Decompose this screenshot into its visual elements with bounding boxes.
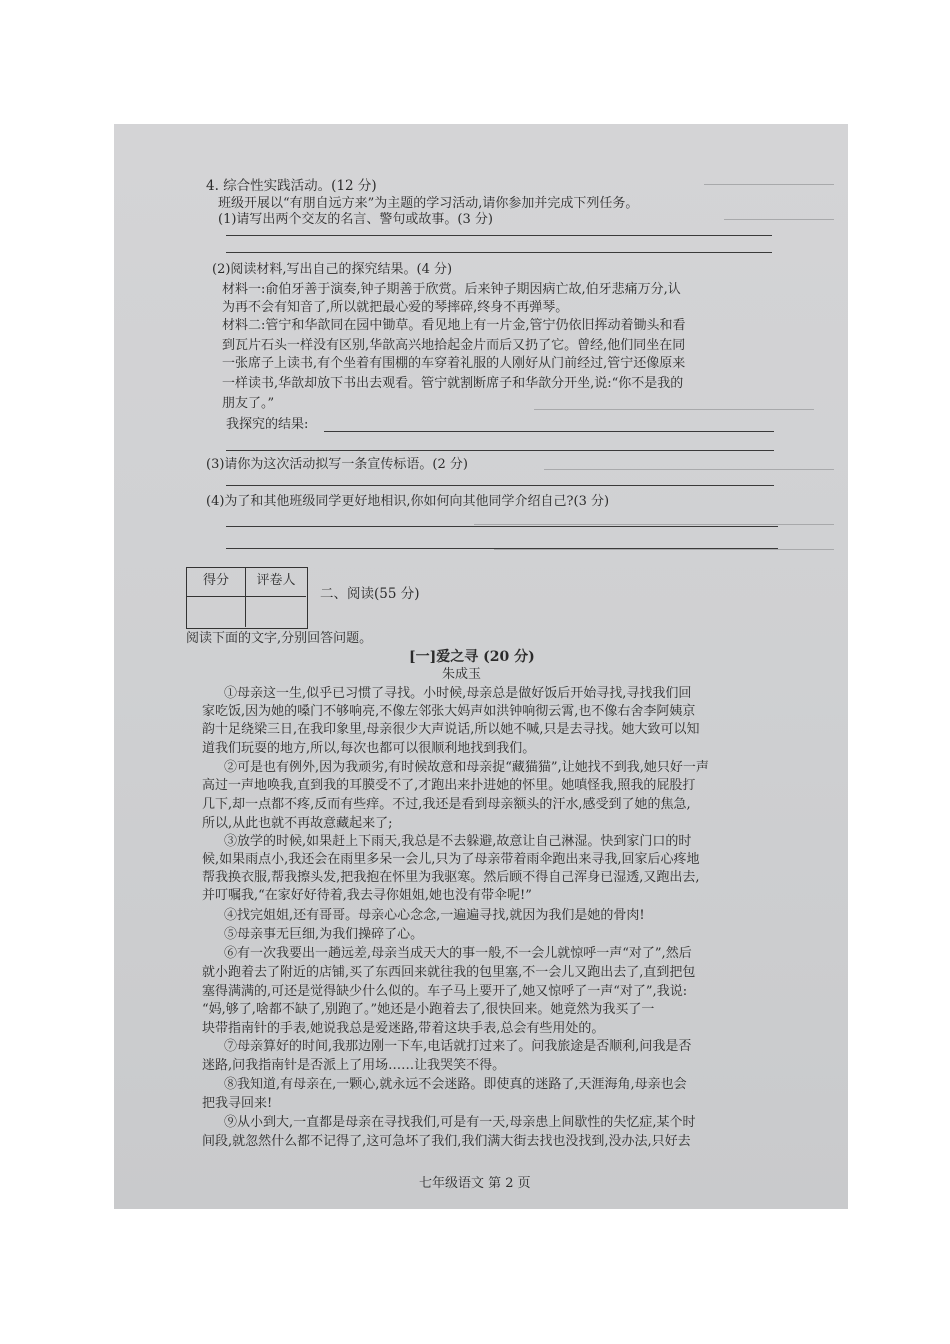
article-line: ⑧我知道,有母亲在,一颗心,就永远不会迷路。即使真的迷路了,天涯海角,母亲也会 <box>224 1077 687 1092</box>
q4-title: 4. 综合性实践活动。(12 分) <box>206 178 377 194</box>
article-line: 帮我换衣服,帮我擦头发,把我抱在怀里为我驱寒。然后顾不得自己浑身已湿透,又跑出去, <box>202 870 700 885</box>
section-2-title: 二、阅读(55 分) <box>320 586 420 602</box>
article-line: 几下,却一点都不疼,反而有些痒。不过,我还是看到母亲额头的汗水,感受到了她的焦急, <box>202 797 691 812</box>
article-line: 把我寻回来! <box>202 1096 273 1111</box>
q4-sub2: (2)阅读材料,写出自己的探究结果。(4 分) <box>212 262 453 277</box>
result-answer-line-1[interactable] <box>324 431 774 432</box>
page-footer: 七年级语文 第 2 页 <box>419 1176 531 1191</box>
reading-instruction: 阅读下面的文字,分别回答问题。 <box>186 631 373 646</box>
article-line: 就小跑着去了附近的店铺,买了东西回来就往我的包里塞,不一会儿又跑出去了,直到把包 <box>202 965 696 980</box>
q4-sub4: (4)为了和其他班级同学更好地相识,你如何向其他同学介绍自己?(3 分) <box>206 494 610 509</box>
result-label: 我探究的结果: <box>226 417 309 432</box>
slogan-answer-line[interactable] <box>226 485 774 486</box>
article-line: 并叮嘱我,“在家好好待着,我去寻你姐姐,她也没有带伞呢!” <box>202 888 532 903</box>
article-line: ⑦母亲算好的时间,我那边刚一下车,电话就打过来了。问我旅途是否顺利,问我是否 <box>224 1039 692 1054</box>
intro-answer-line-1[interactable] <box>226 526 778 527</box>
article-line: 迷路,问我指南针是否派上了用场……让我哭笑不得。 <box>202 1058 506 1073</box>
intro-answer-line-2[interactable] <box>226 548 778 549</box>
score-header: 得分 <box>187 568 246 597</box>
article-line: 高过一声地唤我,直到我的耳膜受不了,才跑出来扑进她的怀里。她嗔怪我,照我的屁股打 <box>202 778 696 793</box>
article-line: ⑥有一次我要出一趟远差,母亲当成天大的事一般,不一会儿就惊呼一声“对了”,然后 <box>224 946 692 961</box>
article-line: 韵十足绕梁三日,在我印象里,母亲很少大声说话,所以她不喊,只是去寻找。她大致可以知 <box>202 722 700 737</box>
article-line: 塞得满满的,可还是觉得缺少什么似的。车子马上要开了,她又惊呼了一声“对了”,我说: <box>202 984 688 999</box>
article-line: ②可是也有例外,因为我顽劣,有时候故意和母亲捉“藏猫猫”,让她找不到我,她只好一声 <box>224 760 709 775</box>
score-cell[interactable] <box>187 597 246 627</box>
q4-sub3: (3)请你为这次活动拟写一条宣传标语。(2 分) <box>206 457 468 472</box>
article-line: 候,如果雨点小,我还会在雨里多呆一会儿,只为了母亲带着雨伞跑出来寻我,回家后心疼地 <box>202 852 700 867</box>
material-2-line-3: 一张席子上读书,有个坐着有围棚的车穿着礼服的人刚好从门前经过,管宁还像原来 <box>222 356 686 371</box>
article-line: 间段,就忽然什么都不记得了,这可急坏了我们,我们满大街去找也没找到,没办法,只好去 <box>202 1134 691 1149</box>
exam-page <box>114 124 848 1209</box>
article-author: 朱成玉 <box>442 667 482 682</box>
article-line: 家吃饭,因为她的嗓门不够响亮,不像左邻张大妈声如洪钟响彻云霄,也不像右舍李阿姨京 <box>202 704 696 719</box>
q4-intro: 班级开展以“有朋自远方来”为主题的学习活动,请你参加并完成下列任务。 <box>218 196 639 211</box>
article-line: ⑨从小到大,一直都是母亲在寻找我们,可是有一天,母亲患上间歇性的失忆症,某个时 <box>224 1115 696 1130</box>
article-line: ④找完姐姐,还有哥哥。母亲心心念念,一遍遍寻找,就因为我们是她的骨肉! <box>224 908 645 923</box>
material-2-line-2: 到瓦片石头一样没有区别,华歆高兴地拾起金片而后又扔了它。曾经,他们同坐在同 <box>222 338 686 353</box>
grader-cell[interactable] <box>246 597 306 627</box>
answer-line-1[interactable] <box>226 235 772 236</box>
result-answer-line-2[interactable] <box>226 450 774 451</box>
answer-line-2[interactable] <box>226 252 772 253</box>
material-1-line-1: 材料一:俞伯牙善于演奏,钟子期善于欣赏。后来钟子期因病亡故,伯牙悲痛万分,认 <box>222 282 681 297</box>
article-title: [一]爱之寻 (20 分) <box>409 649 535 665</box>
material-1-line-2: 为再不会有知音了,所以就把最心爱的琴摔碎,终身不再弹琴。 <box>222 300 569 315</box>
article-line: ③放学的时候,如果赶上下雨天,我总是不去躲避,故意让自己淋湿。快到家门口的时 <box>224 834 692 849</box>
article-line: ①母亲这一生,似乎已习惯了寻找。小时候,母亲总是做好饭后开始寻找,寻找我们回 <box>224 686 692 701</box>
material-2-line-1: 材料二:管宁和华歆同在园中锄草。看见地上有一片金,管宁仍依旧挥动着锄头和看 <box>222 318 686 333</box>
grader-header: 评卷人 <box>246 568 306 597</box>
article-line: 块带指南针的手表,她说我总是爱迷路,带着这块手表,总会有些用处的。 <box>202 1021 605 1036</box>
material-2-line-5: 朋友了。” <box>222 396 275 411</box>
article-line: 所以,从此也就不再故意藏起来了; <box>202 816 393 831</box>
q4-sub1: (1)请写出两个交友的名言、警句或故事。(3 分) <box>218 212 493 227</box>
article-line: 道我们玩耍的地方,所以,每次也都可以很顺利地找到我们。 <box>202 741 536 756</box>
article-line: “妈,够了,啥都不缺了,别跑了。”她还是小跑着去了,很快回来。她竟然为我买了一 <box>202 1002 655 1017</box>
score-table <box>186 567 308 629</box>
material-2-line-4: 一样读书,华歆却放下书出去观看。管宁就割断席子和华歆分开坐,说:“你不是我的 <box>222 376 684 391</box>
article-line: ⑤母亲事无巨细,为我们操碎了心。 <box>224 927 424 942</box>
